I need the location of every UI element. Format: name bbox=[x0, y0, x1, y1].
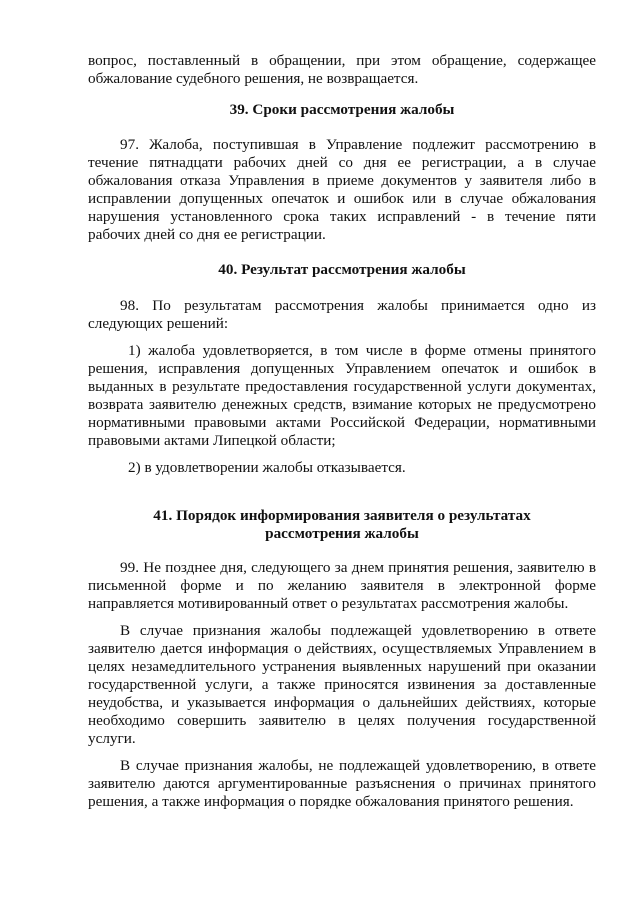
section-41-heading-line-2: рассмотрения жалобы bbox=[265, 525, 419, 542]
decision-item-1: 1) жалоба удовлетворяется, в том числе в форме отмены принятого решения, исправления допущенных Управлением опечаток и ошибок в выданных в результате предоставления государственной услуги документах, возврата заявителю денежных средств, взимание которых не предусмотрено нормативными правовыми актами Российской Федерации, нормативными правовыми актами Липецкой области; bbox=[88, 342, 596, 449]
paragraph-satisfied-response: В случае признания жалобы подлежащей удовлетворению в ответе заявителю дается информация о действиях, осуществляемых Управлением в целях незамедлительного устранения выявленных нарушений при оказании государственной услуги, а также приносятся извинения за доставленные неудобства, и указывается информация о дальнейших действиях, которые необходимо совершить заявителю в целях получения государственной услуги. bbox=[88, 622, 596, 747]
section-41-heading-line-1: 41. Порядок информирования заявителя о результатах bbox=[153, 507, 531, 524]
paragraph-97: 97. Жалоба, поступившая в Управление подлежит рассмотрению в течение пятнадцати рабочих дней со дня ее регистрации, а в случае обжалования отказа Управления в приеме документов у заявителя либо в исправлении допущенных опечаток и ошибок или в случае обжалования нарушения установленного срока таких исправлений - в течение пяти рабочих дней со дня ее регистрации. bbox=[88, 136, 596, 243]
paragraph-rejected-response: В случае признания жалобы, не подлежащей удовлетворению, в ответе заявителю даются аргументированные разъяснения о причинах принятого решения, а также информация о порядке обжалования принятого решения. bbox=[88, 757, 596, 810]
section-40-heading: 40. Результат рассмотрения жалобы bbox=[218, 261, 466, 278]
paragraph-98: 98. По результатам рассмотрения жалобы принимается одно из следующих решений: bbox=[88, 297, 596, 332]
intro-continuation: вопрос, поставленный в обращении, при этом обращение, содержащее обжалование судебного решения, не возвращается. bbox=[88, 52, 596, 87]
decision-item-2: 2) в удовлетворении жалобы отказывается. bbox=[128, 459, 406, 476]
document-page bbox=[88, 52, 596, 811]
section-39-heading: 39. Сроки рассмотрения жалобы bbox=[229, 101, 455, 118]
section-41-heading bbox=[88, 507, 596, 543]
paragraph-99: 99. Не позднее дня, следующего за днем принятия решения, заявителю в письменной форме и по желанию заявителя в электронной форме направляется мотивированный ответ о результатах рассмотрения жалобы. bbox=[88, 559, 596, 612]
